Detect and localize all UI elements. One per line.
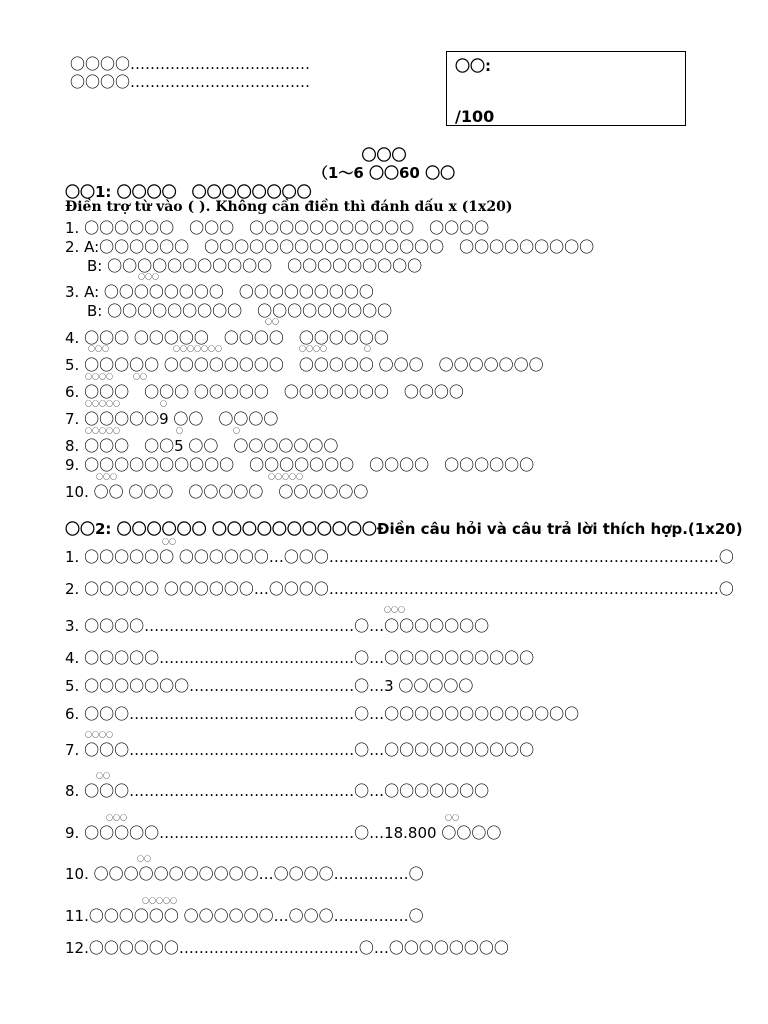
part2-line-3: 3. 〇〇〇〇……………………………………〇…〇〇〇〇〇〇〇 xyxy=(65,617,490,635)
furigana: 〇〇〇 xyxy=(384,606,405,614)
part2-line-6: 6. 〇〇〇………………………………………〇…〇〇〇〇〇〇〇〇〇〇〇〇〇 xyxy=(65,705,580,723)
part1-line-2b: B: 〇〇〇〇〇〇〇〇〇〇〇 〇〇〇〇〇〇〇〇〇 xyxy=(87,257,423,275)
furigana: 〇〇〇 xyxy=(96,473,117,481)
furigana: 〇〇〇 xyxy=(138,273,159,281)
part1-line-1: 1. 〇〇〇〇〇〇 〇〇〇 〇〇〇〇〇〇〇〇〇〇〇 〇〇〇〇 xyxy=(65,219,490,237)
furigana: 〇 xyxy=(233,427,240,435)
exam-subtitle: （1〜6 〇〇60 〇〇 xyxy=(312,164,456,182)
furigana: 〇〇〇〇 xyxy=(299,345,327,353)
part1-line-4: 4. 〇〇〇 〇〇〇〇〇 〇〇〇〇 〇〇〇〇〇〇 xyxy=(65,329,389,347)
part1-line-6: 6. 〇〇〇 〇〇〇 〇〇〇〇〇 〇〇〇〇〇〇〇 〇〇〇〇 xyxy=(65,383,464,401)
part1-line-3a: 3. A: 〇〇〇〇〇〇〇〇 〇〇〇〇〇〇〇〇〇 xyxy=(65,283,374,301)
part2-line-10: 10. 〇〇〇〇〇〇〇〇〇〇〇…〇〇〇〇……………〇 xyxy=(65,865,424,883)
furigana: 〇〇〇 xyxy=(88,345,109,353)
part2-line-8: 8. 〇〇〇………………………………………〇…〇〇〇〇〇〇〇 xyxy=(65,782,490,800)
furigana: 〇〇 xyxy=(162,538,176,546)
furigana: 〇〇〇〇〇〇〇 xyxy=(173,345,222,353)
part2-line-9: 9. 〇〇〇〇〇…………………………………〇…18.800 〇〇〇〇 xyxy=(65,824,502,842)
part2-line-12: 12.〇〇〇〇〇〇………………………………〇…〇〇〇〇〇〇〇〇 xyxy=(65,939,509,957)
part2-heading xyxy=(65,518,743,539)
score-box xyxy=(446,51,686,126)
part1-instruction: Điền trợ từ vào ( ). Không cần điền thì đánh dấu x (1x20) xyxy=(65,199,513,215)
furigana: 〇〇 xyxy=(265,318,279,326)
furigana: 〇〇 xyxy=(96,772,110,780)
part2-line-7: 7. 〇〇〇………………………………………〇…〇〇〇〇〇〇〇〇〇〇 xyxy=(65,741,535,759)
part2-heading-jp: 〇〇2: 〇〇〇〇〇〇 〇〇〇〇〇〇〇〇〇〇〇 xyxy=(65,520,377,538)
part2-line-2: 2. 〇〇〇〇〇 〇〇〇〇〇〇…〇〇〇〇……………………………………………………………………〇 xyxy=(65,580,734,598)
part1-line-7: 7. 〇〇〇〇〇9 〇〇 〇〇〇〇 xyxy=(65,410,279,428)
part2-line-4: 4. 〇〇〇〇〇…………………………………〇…〇〇〇〇〇〇〇〇〇〇 xyxy=(65,649,535,667)
furigana: 〇〇〇〇〇 xyxy=(142,897,177,905)
furigana: 〇〇〇 xyxy=(106,814,127,822)
furigana: 〇〇〇〇 xyxy=(85,731,113,739)
furigana: 〇〇 xyxy=(133,373,147,381)
part2-line-5: 5. 〇〇〇〇〇〇〇……………………………〇…3 〇〇〇〇〇 xyxy=(65,677,474,695)
furigana: 〇〇 xyxy=(445,814,459,822)
part2-line-11: 11.〇〇〇〇〇〇 〇〇〇〇〇〇…〇〇〇……………〇 xyxy=(65,907,424,925)
furigana: 〇〇〇〇〇 xyxy=(268,473,303,481)
exam-title: 〇〇〇 xyxy=(361,146,407,164)
part1-line-3b: B: 〇〇〇〇〇〇〇〇〇 〇〇〇〇〇〇〇〇〇 xyxy=(87,302,393,320)
score-total: /100 xyxy=(455,107,495,126)
part1-line-5: 5. 〇〇〇〇〇 〇〇〇〇〇〇〇〇 〇〇〇〇〇 〇〇〇 〇〇〇〇〇〇〇 xyxy=(65,356,544,374)
part2-heading-vi: Điền câu hỏi và câu trả lời thích hợp.(1x20) xyxy=(376,520,743,538)
part2-line-1: 1. 〇〇〇〇〇〇 〇〇〇〇〇〇…〇〇〇……………………………………………………………………〇 xyxy=(65,548,734,566)
furigana: 〇 xyxy=(160,400,167,408)
name-line: 〇〇〇〇……………………………… xyxy=(70,55,311,73)
furigana: 〇 xyxy=(364,345,371,353)
class-line: 〇〇〇〇……………………………… xyxy=(70,73,311,91)
furigana: 〇〇〇〇〇 xyxy=(85,400,120,408)
part1-heading: 〇〇1: 〇〇〇〇 〇〇〇〇〇〇〇〇 xyxy=(65,183,312,201)
part1-line-8: 8. 〇〇〇 〇〇5 〇〇 〇〇〇〇〇〇〇 xyxy=(65,437,339,455)
furigana: 〇 xyxy=(176,427,183,435)
part1-line-2a: 2. A:〇〇〇〇〇〇 〇〇〇〇〇〇〇〇〇〇〇〇〇〇〇〇 〇〇〇〇〇〇〇〇〇 xyxy=(65,238,595,256)
part1-line-10: 10. 〇〇 〇〇〇 〇〇〇〇〇 〇〇〇〇〇〇 xyxy=(65,483,369,501)
furigana: 〇〇〇〇〇 xyxy=(85,427,120,435)
score-label: 〇〇: xyxy=(455,57,491,75)
furigana: 〇〇〇〇 xyxy=(85,373,113,381)
furigana: 〇〇 xyxy=(137,855,151,863)
part1-line-9: 9. 〇〇〇〇〇〇〇〇〇〇 〇〇〇〇〇〇〇 〇〇〇〇 〇〇〇〇〇〇 xyxy=(65,456,535,474)
